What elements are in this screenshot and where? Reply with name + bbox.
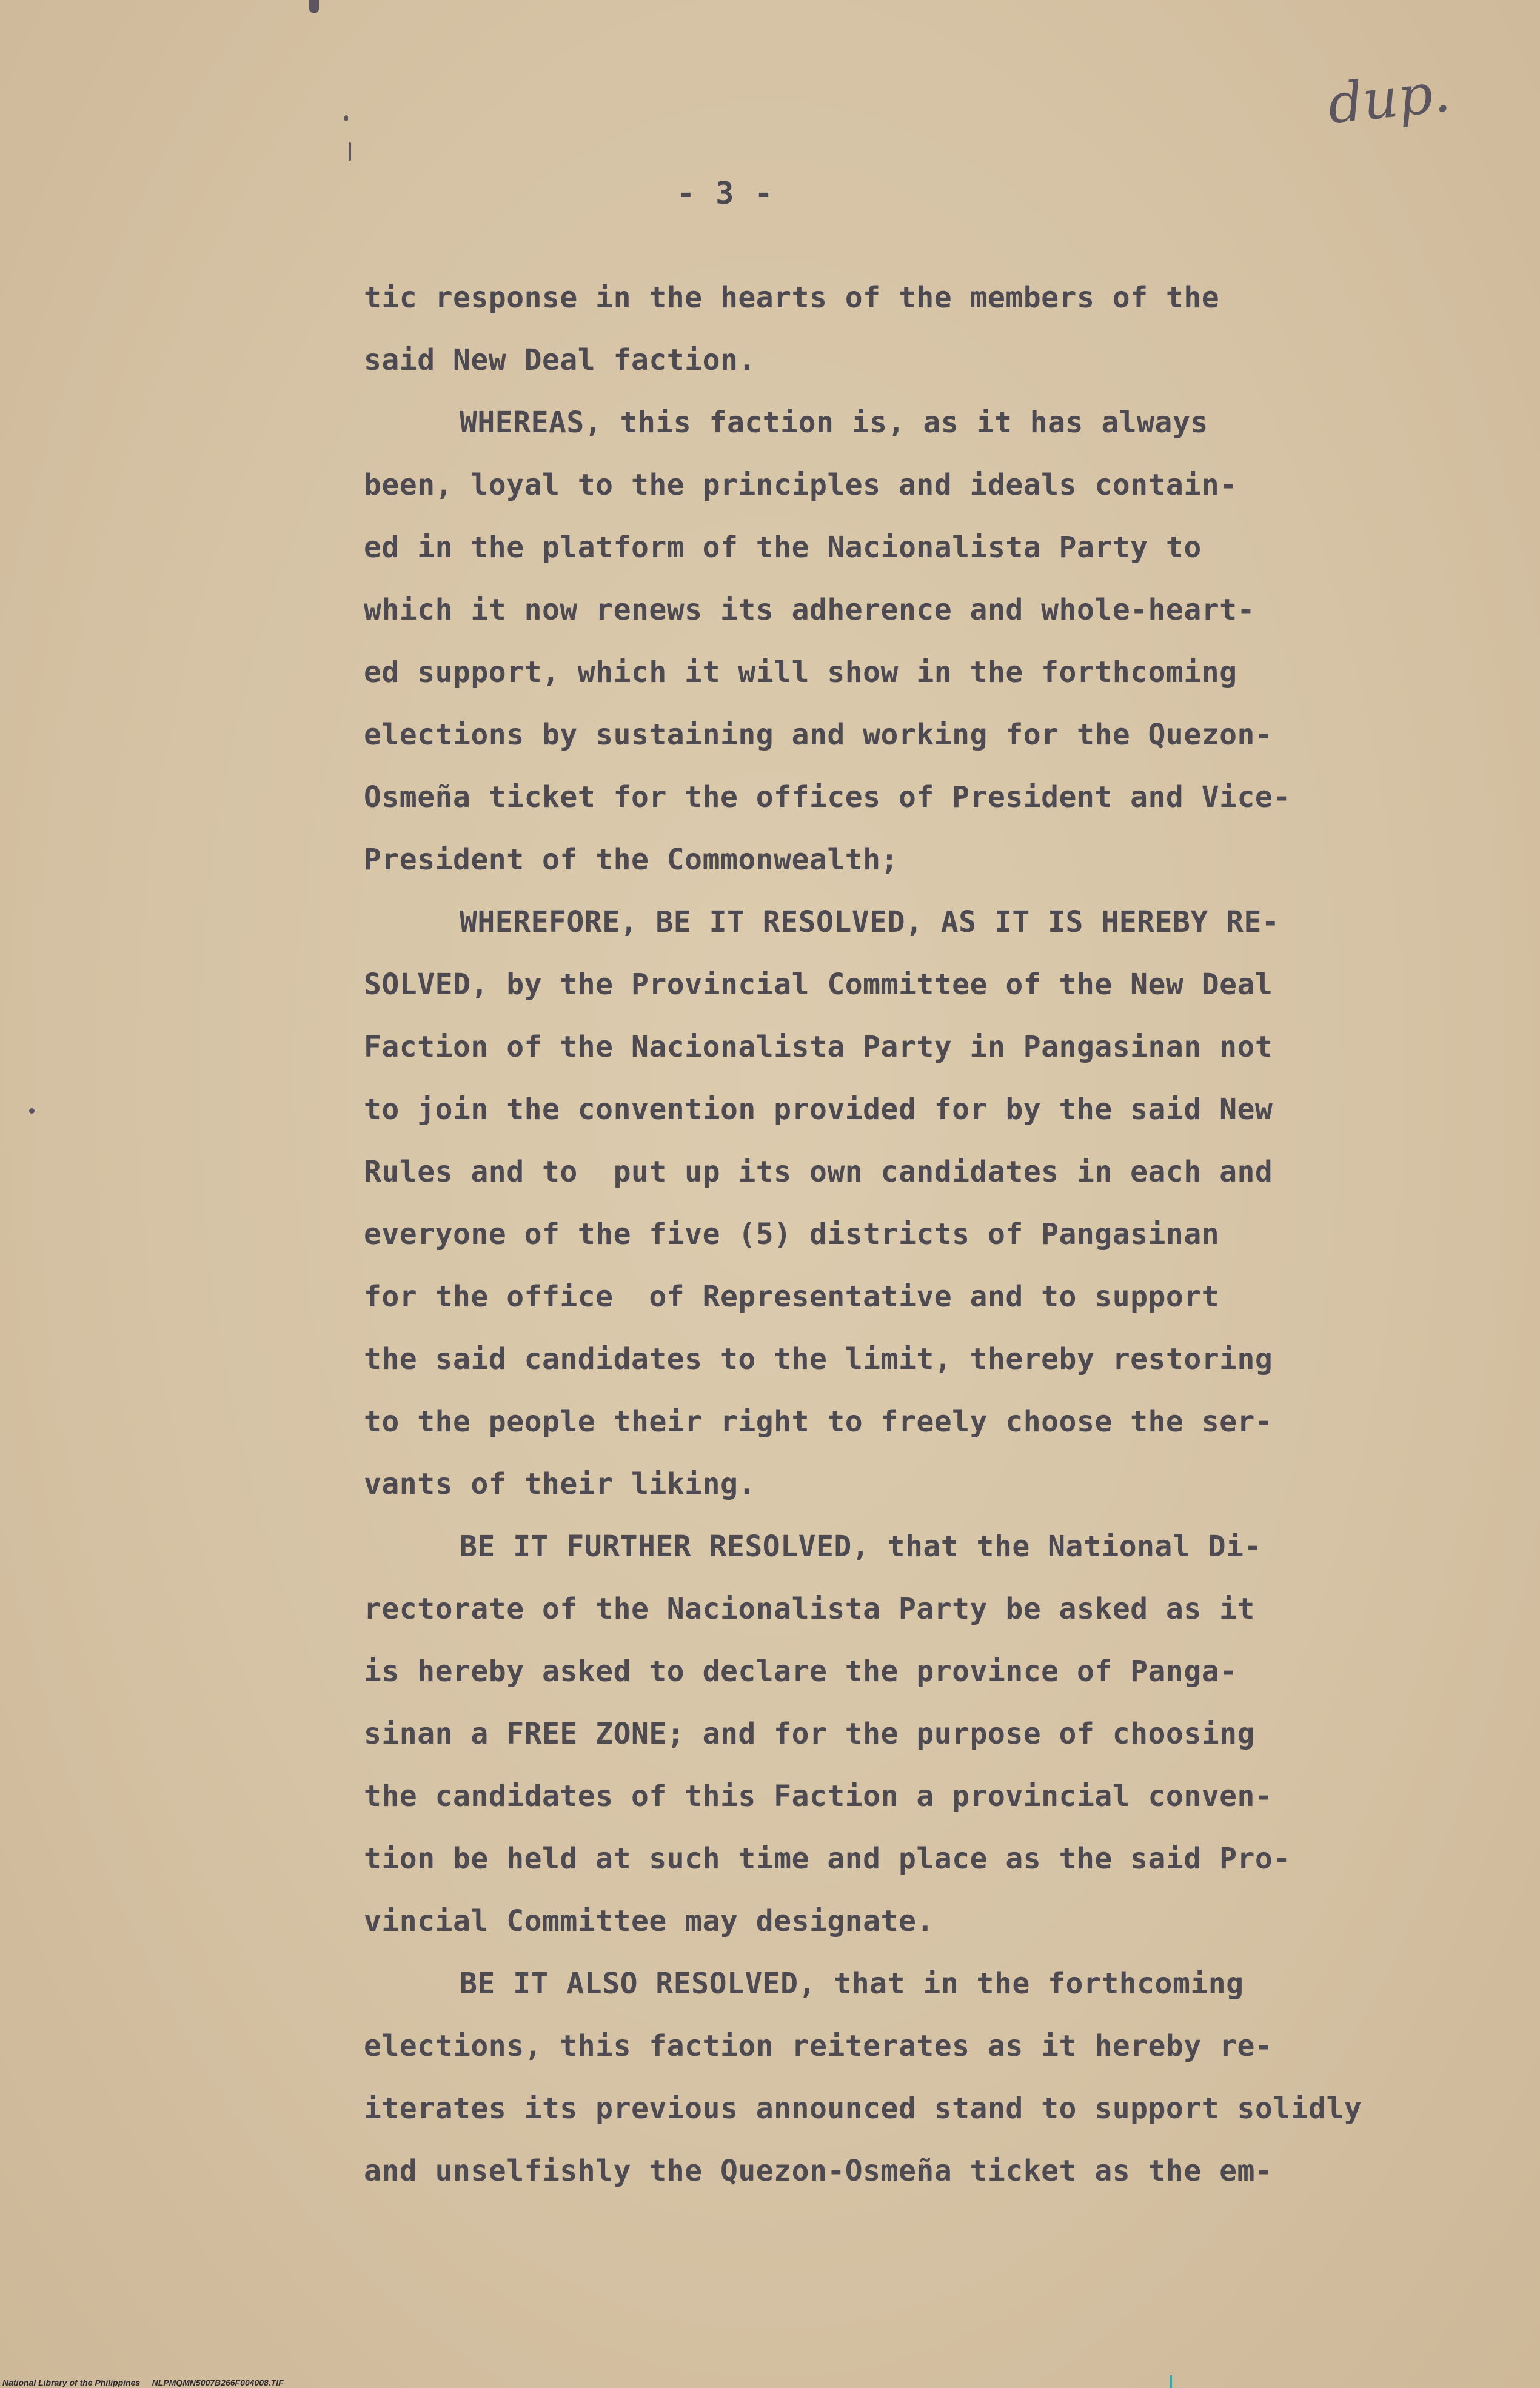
text-line: President of the Commonwealth; [364,843,899,877]
text-line: the said candidates to the limit, thereby restoring [364,1342,1273,1376]
text-line: is hereby asked to declare the province of Panga- [364,1654,1237,1688]
text-line: rectorate of the Nacionalista Party be asked as it [364,1592,1255,1626]
text-line: ed support, which it will show in the forthcoming [364,655,1237,689]
binding-mark-dot-2 [349,142,351,161]
text-line: tion be held at such time and place as the said Pro- [364,1842,1291,1876]
text-line: WHEREAS, this faction is, as it has always [460,406,1208,440]
text-line: WHEREFORE, BE IT RESOLVED, AS IT IS HEREBY RE- [460,905,1280,939]
text-line: sinan a FREE ZONE; and for the purpose of choosing [364,1717,1255,1751]
binding-mark-dot-1 [344,115,348,121]
handwritten-dup-note: dup. [1325,60,1453,137]
text-line: elections, this faction reiterates as it hereby re- [364,2029,1273,2063]
text-line: Osmeña ticket for the offices of President and Vice- [364,780,1291,814]
text-line: Rules and to put up its own candidates in each and [364,1155,1273,1189]
text-line: iterates its previous announced stand to support solidly [364,2092,1362,2125]
text-line: everyone of the five (5) districts of Pangasinan [364,1217,1220,1251]
archive-credit-footer: National Library of the Philippines NLPMQMN5007B266F004008.TIF [2,2378,284,2387]
text-line: to the people their right to freely choose the ser- [364,1405,1273,1439]
text-line: for the office of Representative and to support [364,1280,1220,1314]
text-line: BE IT FURTHER RESOLVED, that the National Di- [460,1530,1262,1564]
text-line: and unselfishly the Quezon-Osmeña ticket as the em- [364,2154,1273,2188]
text-line: to join the convention provided for by the said New [364,1092,1273,1126]
text-line: elections by sustaining and working for the Quezon- [364,718,1273,752]
text-line: vants of their liking. [364,1467,756,1501]
resolution-body-text [364,267,1407,2202]
text-line: vincial Committee may designate. [364,1904,934,1938]
margin-speck [29,1108,35,1114]
binding-mark-top [309,0,319,13]
text-line: been, loyal to the principles and ideals contain- [364,468,1237,502]
text-line: SOLVED, by the Provincial Committee of the New Deal [364,968,1273,1002]
text-line: BE IT ALSO RESOLVED, that in the forthcoming [460,1967,1244,2001]
text-line: which it now renews its adherence and whole-heart- [364,593,1255,627]
page-number: - 3 - [677,176,774,211]
text-line: the candidates of this Faction a provincial conven- [364,1779,1273,1813]
text-line: Faction of the Nacionalista Party in Pangasinan not [364,1030,1273,1064]
scan-edge-marker [1170,2375,1172,2388]
text-line: ed in the platform of the Nacionalista Party to [364,530,1202,564]
text-line: said New Deal faction. [364,343,756,377]
text-line: tic response in the hearts of the members of the [364,281,1220,315]
